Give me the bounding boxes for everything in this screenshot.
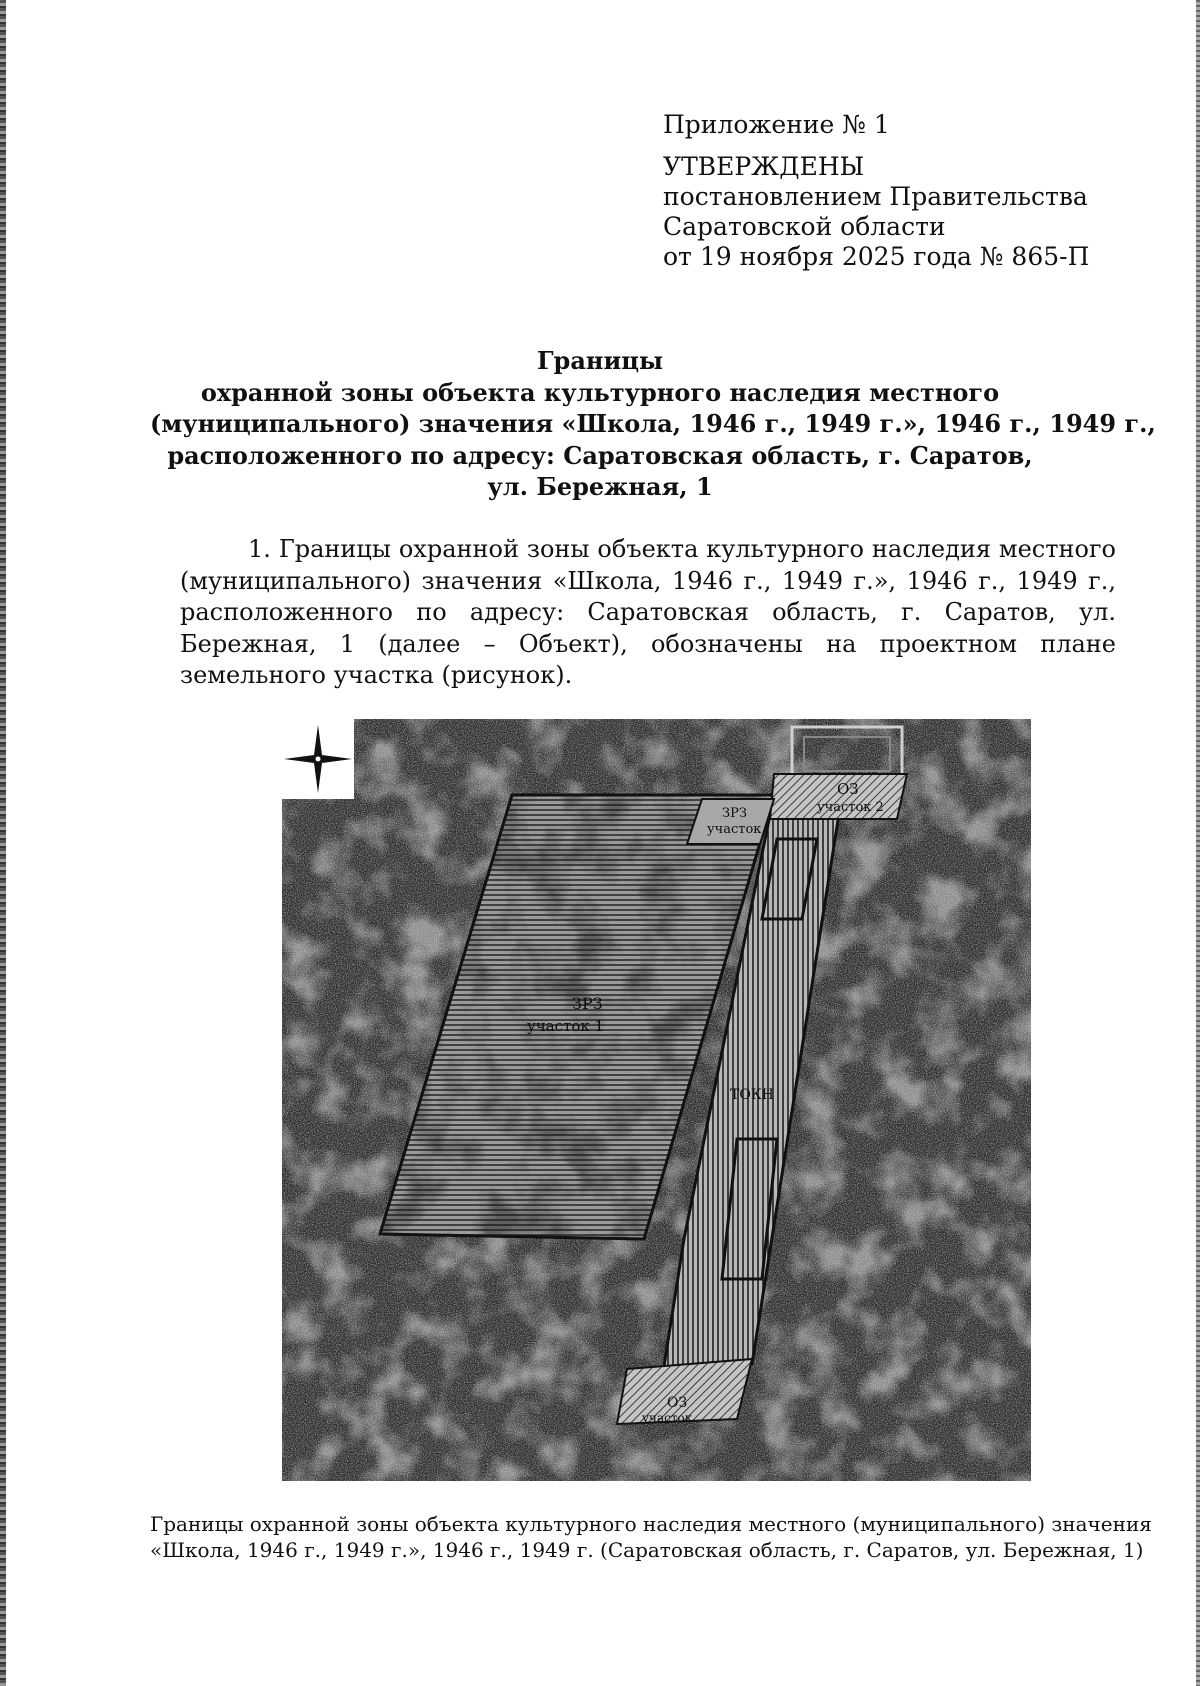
approved-by-line: постановлением Правительства: [663, 182, 1088, 211]
label-bottom-plot: участок: [642, 1411, 693, 1425]
scan-edge-left: [0, 0, 6, 1686]
approved-date-line: от 19 ноября 2025 года № 865-П: [663, 242, 1090, 271]
label-top-zone: ОЗ: [837, 780, 859, 798]
heading-line-4: расположенного по адресу: Саратовская область, г. Саратов,: [167, 440, 1033, 470]
label-top-left-plot: участок: [707, 822, 762, 837]
label-main-zone: ЗРЗ: [572, 994, 603, 1013]
label-main-plot: участок 1: [527, 1017, 605, 1035]
annex-block: [663, 110, 1089, 272]
label-object: ТОКН: [730, 1087, 774, 1103]
document-heading: [150, 345, 1156, 503]
site-plan-svg: [282, 719, 1031, 1481]
approved-label: УТВЕРЖДЕНЫ: [663, 152, 865, 181]
site-plan-image: [282, 719, 1031, 1481]
heading-line-5: ул. Бережная, 1: [487, 472, 713, 501]
scan-edge-right: [1196, 0, 1200, 1686]
label-bottom-zone: ОЗ: [667, 1395, 688, 1411]
caption-line-1: Границы охранной зоны объекта культурного наследия местного (муниципального) значения: [150, 1512, 1152, 1536]
label-top-left-zone: ЗРЗ: [722, 806, 747, 821]
heading-line-3: (муниципального) значения «Школа, 1946 г., 1949 г.», 1946 г., 1949 г.,: [150, 409, 1156, 438]
body-paragraph: 1. Границы охранной зоны объекта культурного наследия местного (муниципального) значения «Школа, 1946 г., 1949 г.», 1946 г., 1949 г., расположенного по адресу: Саратовская область, г. Саратов, ул. Бережная, 1 (далее – Объект), обозначены на проектном плане земельного участка (рисунок).: [180, 535, 1116, 689]
heading-line-2: охранной зоны объекта культурного наследия местного: [200, 377, 1000, 407]
figure-caption: [150, 1511, 1152, 1563]
caption-line-2: «Школа, 1946 г., 1949 г.», 1946 г., 1949 г. (Саратовская область, г. Саратов, ул. Бережная, 1): [150, 1538, 1144, 1562]
annex-number: Приложение № 1: [663, 110, 890, 139]
approved-region-line: Саратовской области: [663, 212, 946, 241]
label-top-plot: участок 2: [817, 800, 884, 815]
heading-line-1: Границы: [536, 346, 664, 375]
